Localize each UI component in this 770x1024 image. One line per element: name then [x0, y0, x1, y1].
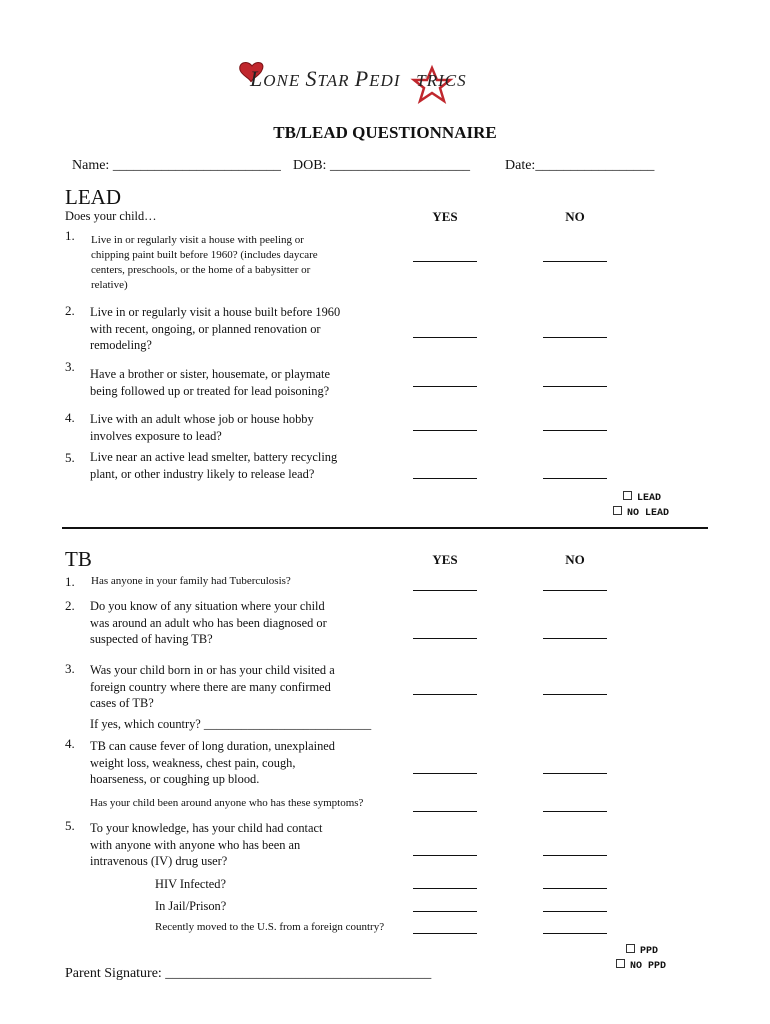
lead-q3-text: Have a brother or sister, housemate, or playmate being followed up or treated for lead poisoning?	[90, 367, 331, 398]
logo-text: LONE STAR PEDI TRICS	[250, 66, 467, 91]
lead-heading: LEAD	[65, 185, 121, 209]
lead-q5-text: Live near an active lead smelter, battery recycling plant, or other industry likely to release lead?	[90, 450, 338, 481]
tb-q4-number: 4.	[65, 736, 75, 751]
tb-q4-yes-line[interactable]	[413, 773, 477, 774]
tb-q3-no-line[interactable]	[543, 694, 607, 695]
lead-no-header: NO	[565, 209, 585, 224]
tb-moved-yes-line[interactable]	[413, 933, 477, 934]
tb-q4-symptoms-yes-line[interactable]	[413, 811, 477, 812]
tb-q4-symptoms-no-line[interactable]	[543, 811, 607, 812]
lead-q4-no-line[interactable]	[543, 430, 607, 431]
tb-moved-no-line[interactable]	[543, 933, 607, 934]
tb-q2-no-line[interactable]	[543, 638, 607, 639]
lead-q4-yes-line[interactable]	[413, 430, 477, 431]
tb-result-ppd-checkbox[interactable]: PPD	[626, 944, 658, 957]
page-title: TB/LEAD QUESTIONNAIRE	[273, 123, 497, 142]
tb-q2-number: 2.	[65, 598, 75, 613]
tb-yes-header: YES	[432, 552, 458, 567]
lead-q4-text: Live with an adult whose job or house hobby involves exposure to lead?	[90, 412, 314, 443]
tb-q2-yes-line[interactable]	[413, 638, 477, 639]
tb-q2-text: Do you know of any situation where your child was around an adult who has been diagnosed or suspected of having TB?	[90, 599, 327, 646]
checkbox-icon	[616, 959, 625, 968]
checkbox-icon	[623, 491, 632, 500]
tb-q4-text: TB can cause fever of long duration, unexplained weight loss, weakness, chest pain, cough, hoarseness, or coughing up blood.	[90, 739, 335, 786]
tb-q5-text: To your knowledge, has your child had contact with anyone with anyone who has been an intravenous (IV) drug user?	[90, 821, 323, 868]
name-field[interactable]: Name: ________________________	[72, 158, 281, 173]
lead-yes-header: YES	[432, 209, 458, 224]
tb-result-no-ppd-checkbox[interactable]: NO PPD	[616, 959, 666, 972]
tb-q5-no-line[interactable]	[543, 855, 607, 856]
tb-q3-yes-line[interactable]	[413, 694, 477, 695]
lead-q2-yes-line[interactable]	[413, 337, 477, 338]
lead-q3-no-line[interactable]	[543, 386, 607, 387]
tb-hiv-text: HIV Infected?	[155, 877, 226, 891]
tb-q4-no-line[interactable]	[543, 773, 607, 774]
tb-q1-no-line[interactable]	[543, 590, 607, 591]
tb-q1-text: Has anyone in your family had Tuberculosis?	[91, 575, 291, 587]
lead-intro: Does your child…	[65, 209, 157, 223]
date-field[interactable]: Date:_________________	[505, 158, 655, 173]
checkbox-icon	[626, 944, 635, 953]
lead-q3-yes-line[interactable]	[413, 386, 477, 387]
tb-jail-yes-line[interactable]	[413, 911, 477, 912]
lead-q5-number: 5.	[65, 450, 75, 465]
lead-q5-no-line[interactable]	[543, 478, 607, 479]
section-divider	[62, 527, 708, 529]
tb-q5-number: 5.	[65, 818, 75, 833]
lead-result-lead-checkbox[interactable]: LEAD	[623, 491, 661, 504]
lead-q2-text: Live in or regularly visit a house built before 1960 with recent, ongoing, or planned renovation or remodeling?	[90, 305, 341, 352]
tb-hiv-yes-line[interactable]	[413, 888, 477, 889]
tb-q4-symptoms-text: Has your child been around anyone who has these symptoms?	[90, 797, 364, 809]
parent-signature-field[interactable]: Parent Signature: ______________________________________	[65, 966, 432, 981]
lead-q3-number: 3.	[65, 359, 75, 374]
dob-field[interactable]: DOB: ____________________	[293, 158, 470, 173]
tb-no-header: NO	[565, 552, 585, 567]
tb-jail-text: In Jail/Prison?	[155, 899, 227, 913]
checkbox-icon	[613, 506, 622, 515]
tb-q5-yes-line[interactable]	[413, 855, 477, 856]
tb-q3-text: Was your child born in or has your child visited a foreign country where there are many confirmed cases of TB?	[90, 663, 335, 710]
tb-q1-yes-line[interactable]	[413, 590, 477, 591]
tb-heading: TB	[65, 547, 92, 571]
tb-q3-number: 3.	[65, 661, 75, 676]
lead-q1-yes-line[interactable]	[413, 261, 477, 262]
lead-q1-no-line[interactable]	[543, 261, 607, 262]
tb-q3-country-field[interactable]: If yes, which country? ___________________________	[90, 717, 372, 731]
tb-moved-text: Recently moved to the U.S. from a foreign country?	[155, 921, 385, 933]
tb-q1-number: 1.	[65, 574, 75, 589]
lead-q4-number: 4.	[65, 410, 75, 425]
tb-hiv-no-line[interactable]	[543, 888, 607, 889]
lead-result-no-lead-checkbox[interactable]: NO LEAD	[613, 506, 669, 519]
tb-jail-no-line[interactable]	[543, 911, 607, 912]
lead-q2-number: 2.	[65, 303, 75, 318]
lead-q2-no-line[interactable]	[543, 337, 607, 338]
lead-q1-text: Live in or regularly visit a house with peeling or chipping paint built before 1960? (includes daycare centers, preschools, or the home of a babysitter or relative)	[91, 234, 318, 291]
lone-star-pediatrics-logo	[236, 58, 498, 104]
lead-q1-number: 1.	[65, 228, 75, 243]
lead-q5-yes-line[interactable]	[413, 478, 477, 479]
